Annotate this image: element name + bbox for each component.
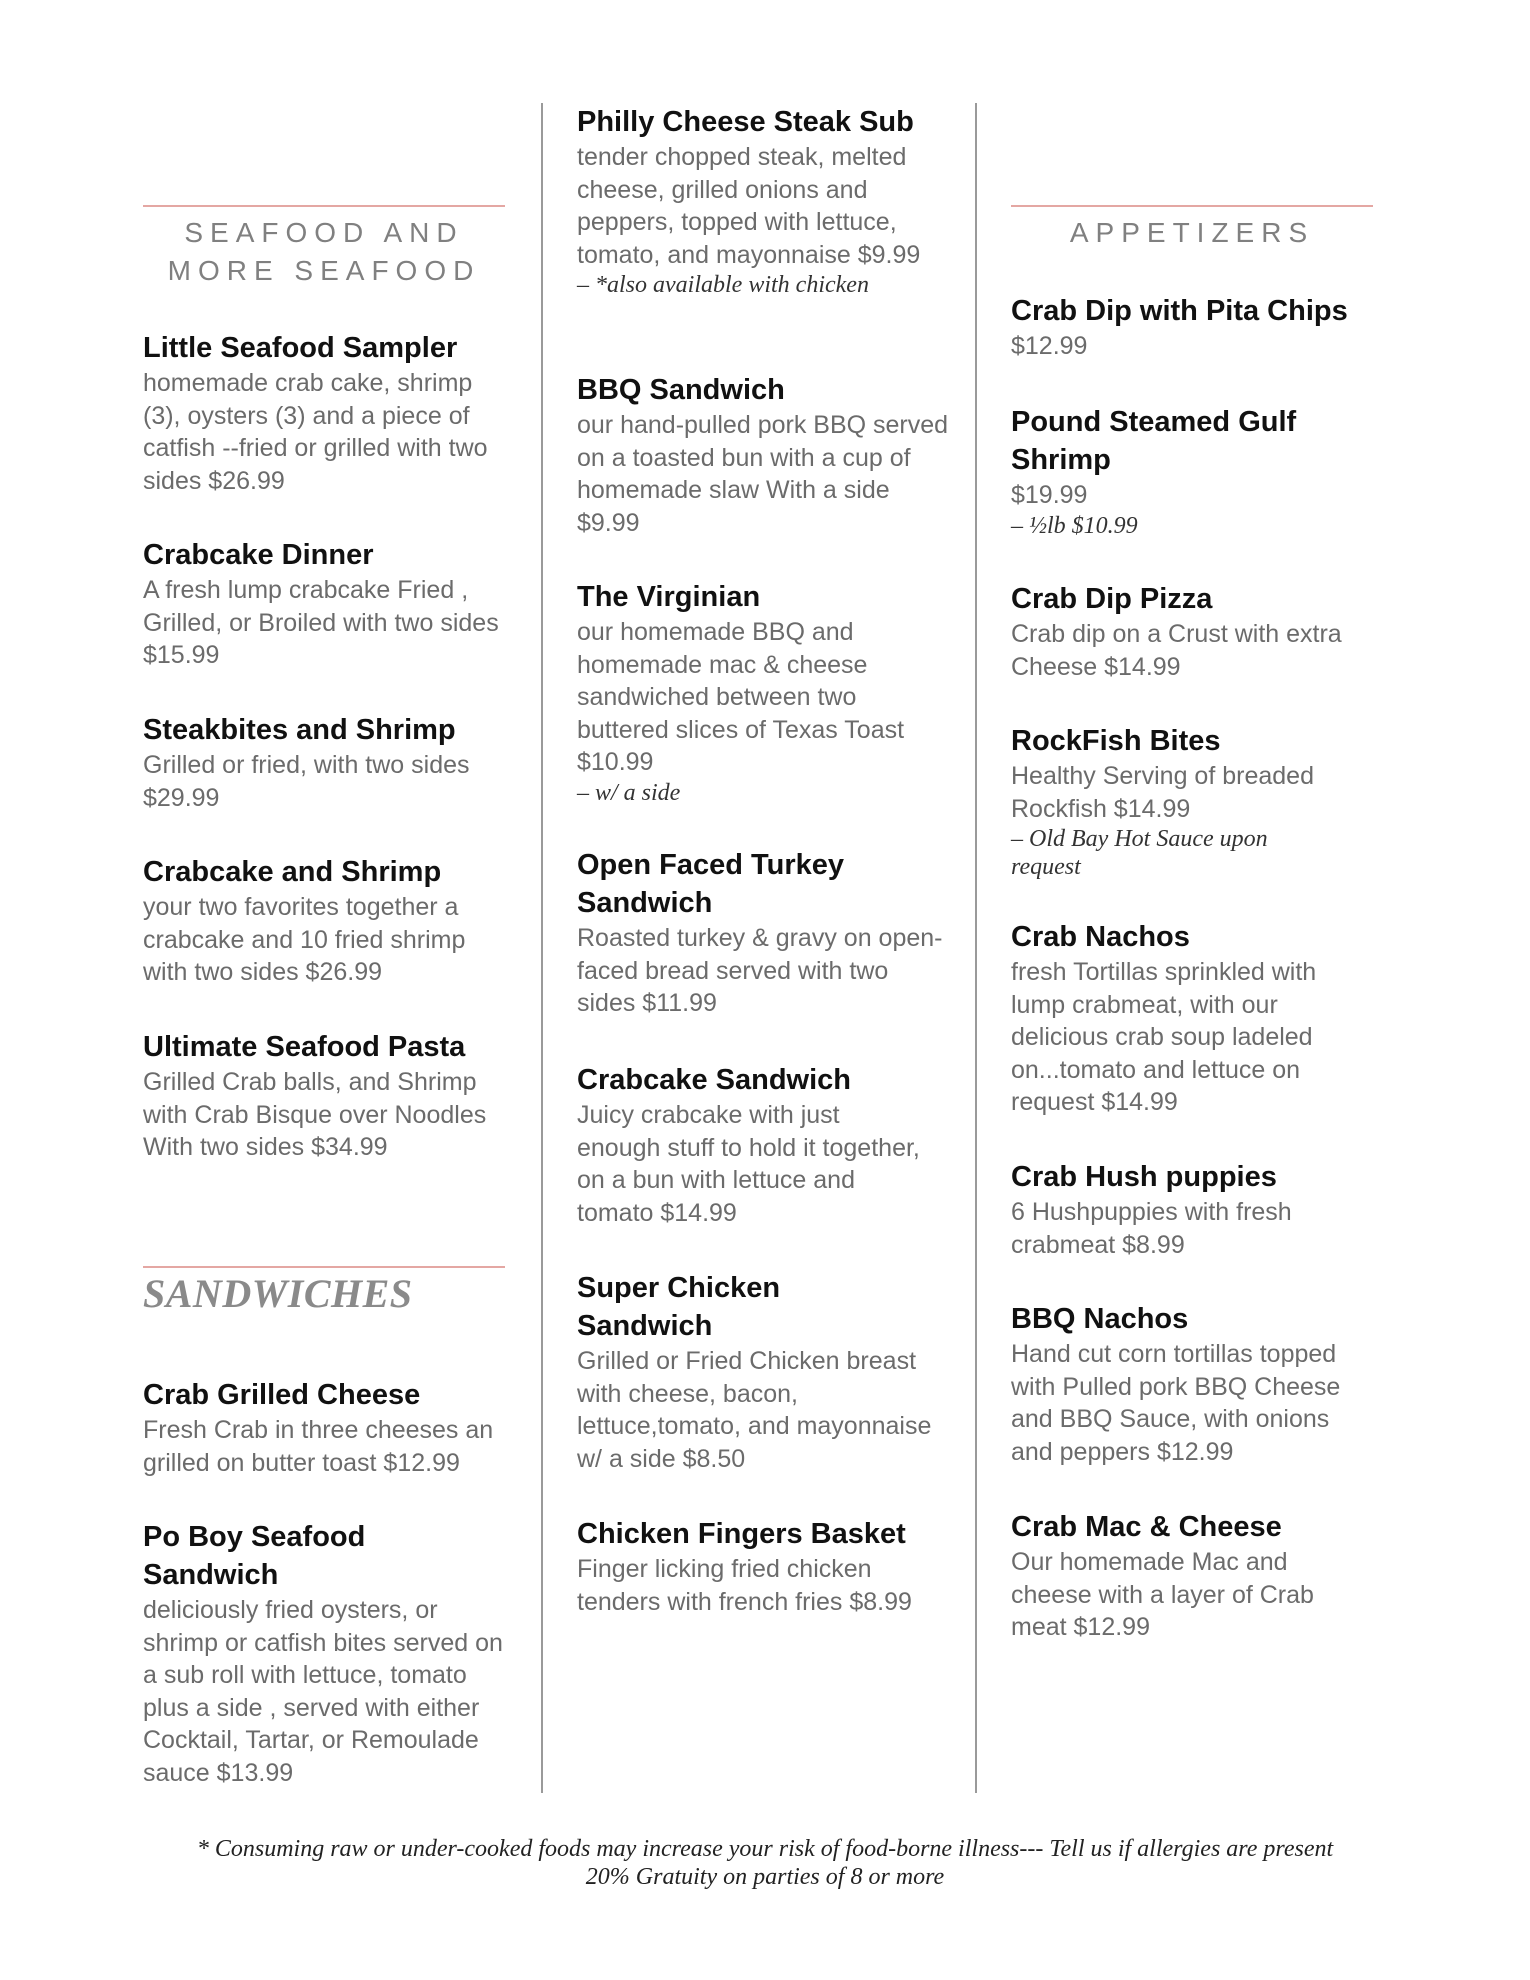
menu-item	[143, 329, 505, 497]
menu-item	[143, 711, 505, 814]
menu-item	[1011, 403, 1383, 540]
item-name: Crab Dip Pizza	[1011, 583, 1213, 615]
item-name: BBQ Sandwich	[577, 374, 785, 406]
section-title-seafood: SEAFOOD AND MORE SEAFOOD	[167, 217, 481, 286]
item-name: The Virginian	[577, 581, 761, 613]
menu-item	[143, 1518, 505, 1789]
column-divider	[975, 103, 977, 1793]
item-description: Hand cut corn tortillas topped with Pulled pork BBQ Cheese and BBQ Sauce, with onions and peppers $12.99	[1011, 1340, 1341, 1466]
item-description: deliciously fried oysters, or shrimp or catfish bites served on a sub roll with lettuce, tomato plus a side , served with either Cocktail, Tartar, or Remoulade sauce $13.99	[143, 1596, 503, 1787]
item-note: – w/ a side	[577, 779, 681, 806]
item-name: Crab Grilled Cheese	[143, 1379, 421, 1411]
menu-item	[1011, 1508, 1383, 1644]
item-note: – *also available with chicken	[577, 272, 869, 298]
menu-item	[1011, 722, 1383, 881]
item-name: BBQ Nachos	[1011, 1303, 1189, 1335]
footer-disclaimer	[0, 1835, 1530, 1891]
section-title-appetizers: APPETIZERS	[1069, 217, 1315, 248]
menu-item	[143, 536, 505, 672]
section-rule	[143, 205, 505, 207]
item-description: $19.99	[1011, 481, 1088, 509]
item-name: Crabcake Sandwich	[577, 1064, 851, 1096]
menu-item	[143, 1376, 505, 1479]
menu-item	[577, 371, 949, 539]
item-description: tender chopped steak, melted cheese, grilled onions and peppers, topped with lettuce, tomato, and mayonnaise $9.99	[577, 143, 921, 269]
menu-item	[1011, 918, 1383, 1119]
footer-line-allergy: * Consuming raw or under-cooked foods may increase your risk of food-borne illness--- Tell us if allergies are present	[196, 1836, 1334, 1862]
item-name: Crab Dip with Pita Chips	[1011, 295, 1348, 327]
item-description: Grilled or Fried Chicken breast with cheese, bacon, lettuce,tomato, and mayonnaise w/ a side $8.50	[577, 1347, 932, 1473]
item-description: fresh Tortillas sprinkled with lump crabmeat, with our delicious crab soup ladeled on...tomato and lettuce on request $14.99	[1011, 958, 1317, 1116]
menu-item	[1011, 1158, 1383, 1261]
item-description: $12.99	[1011, 332, 1088, 360]
item-name: Po Boy Seafood Sandwich	[143, 1521, 366, 1591]
item-name: RockFish Bites	[1011, 725, 1221, 757]
item-name: Crabcake Dinner	[143, 539, 374, 571]
item-name: Crabcake and Shrimp	[143, 856, 442, 888]
menu-item	[143, 1028, 505, 1164]
item-name: Little Seafood Sampler	[143, 332, 458, 364]
item-note: – ½lb $10.99	[1011, 512, 1138, 539]
item-description: Our homemade Mac and cheese with a layer of Crab meat $12.99	[1011, 1548, 1314, 1641]
section-title-sandwiches: SANDWICHES	[143, 1271, 413, 1316]
menu-item	[577, 103, 949, 299]
item-description: homemade crab cake, shrimp (3), oysters (3) and a piece of catfish --fried or grilled with two sides $26.99	[143, 369, 488, 495]
menu-item	[1011, 580, 1383, 683]
item-name: Crab Mac & Cheese	[1011, 1511, 1282, 1543]
menu-item	[1011, 292, 1383, 363]
item-description: Healthy Serving of breaded Rockfish $14.99	[1011, 762, 1314, 823]
item-name: Open Faced Turkey Sandwich	[577, 849, 844, 919]
menu-item	[1011, 1300, 1383, 1468]
menu-item	[577, 1515, 949, 1618]
menu-item	[577, 1269, 949, 1475]
item-description: Fresh Crab in three cheeses an grilled on butter toast $12.99	[143, 1416, 494, 1477]
item-description: Juicy crabcake with just enough stuff to hold it together, on a bun with lettuce and tomato $14.99	[577, 1101, 920, 1227]
item-name: Ultimate Seafood Pasta	[143, 1031, 466, 1063]
item-description: Finger licking fried chicken tenders with french fries $8.99	[577, 1555, 912, 1616]
column-divider	[541, 103, 543, 1793]
item-name: Crab Hush puppies	[1011, 1161, 1277, 1193]
item-description: A fresh lump crabcake Fried , Grilled, or Broiled with two sides $15.99	[143, 576, 499, 669]
item-name: Crab Nachos	[1011, 921, 1190, 953]
item-name: Philly Cheese Steak Sub	[577, 106, 914, 138]
item-description: Grilled or fried, with two sides $29.99	[143, 751, 470, 812]
section-rule	[143, 1266, 505, 1268]
item-description: your two favorites together a crabcake and 10 fried shrimp with two sides $26.99	[143, 893, 466, 986]
item-description: Roasted turkey & gravy on open-faced bread served with two sides $11.99	[577, 924, 943, 1017]
section-rule	[1011, 205, 1373, 207]
item-description: Crab dip on a Crust with extra Cheese $14.99	[1011, 620, 1342, 681]
item-note: – Old Bay Hot Sauce upon request	[1011, 826, 1268, 880]
item-name: Super Chicken Sandwich	[577, 1272, 781, 1342]
item-name: Chicken Fingers Basket	[577, 1518, 906, 1550]
item-name: Pound Steamed Gulf Shrimp	[1011, 406, 1297, 476]
item-description: 6 Hushpuppies with fresh crabmeat $8.99	[1011, 1198, 1292, 1259]
item-description: our hand-pulled pork BBQ served on a toasted bun with a cup of homemade slaw With a side $9.99	[577, 411, 949, 537]
menu-item	[577, 1061, 949, 1229]
item-description: Grilled Crab balls, and Shrimp with Crab Bisque over Noodles With two sides $34.99	[143, 1068, 487, 1161]
menu-item	[577, 578, 949, 807]
footer-line-gratuity: 20% Gratuity on parties of 8 or more	[585, 1864, 945, 1890]
item-name: Steakbites and Shrimp	[143, 714, 456, 746]
item-description: our homemade BBQ and homemade mac & cheese sandwiched between two buttered slices of Texas Toast $10.99	[577, 618, 905, 776]
menu-item	[143, 853, 505, 989]
menu-item	[577, 846, 949, 1020]
